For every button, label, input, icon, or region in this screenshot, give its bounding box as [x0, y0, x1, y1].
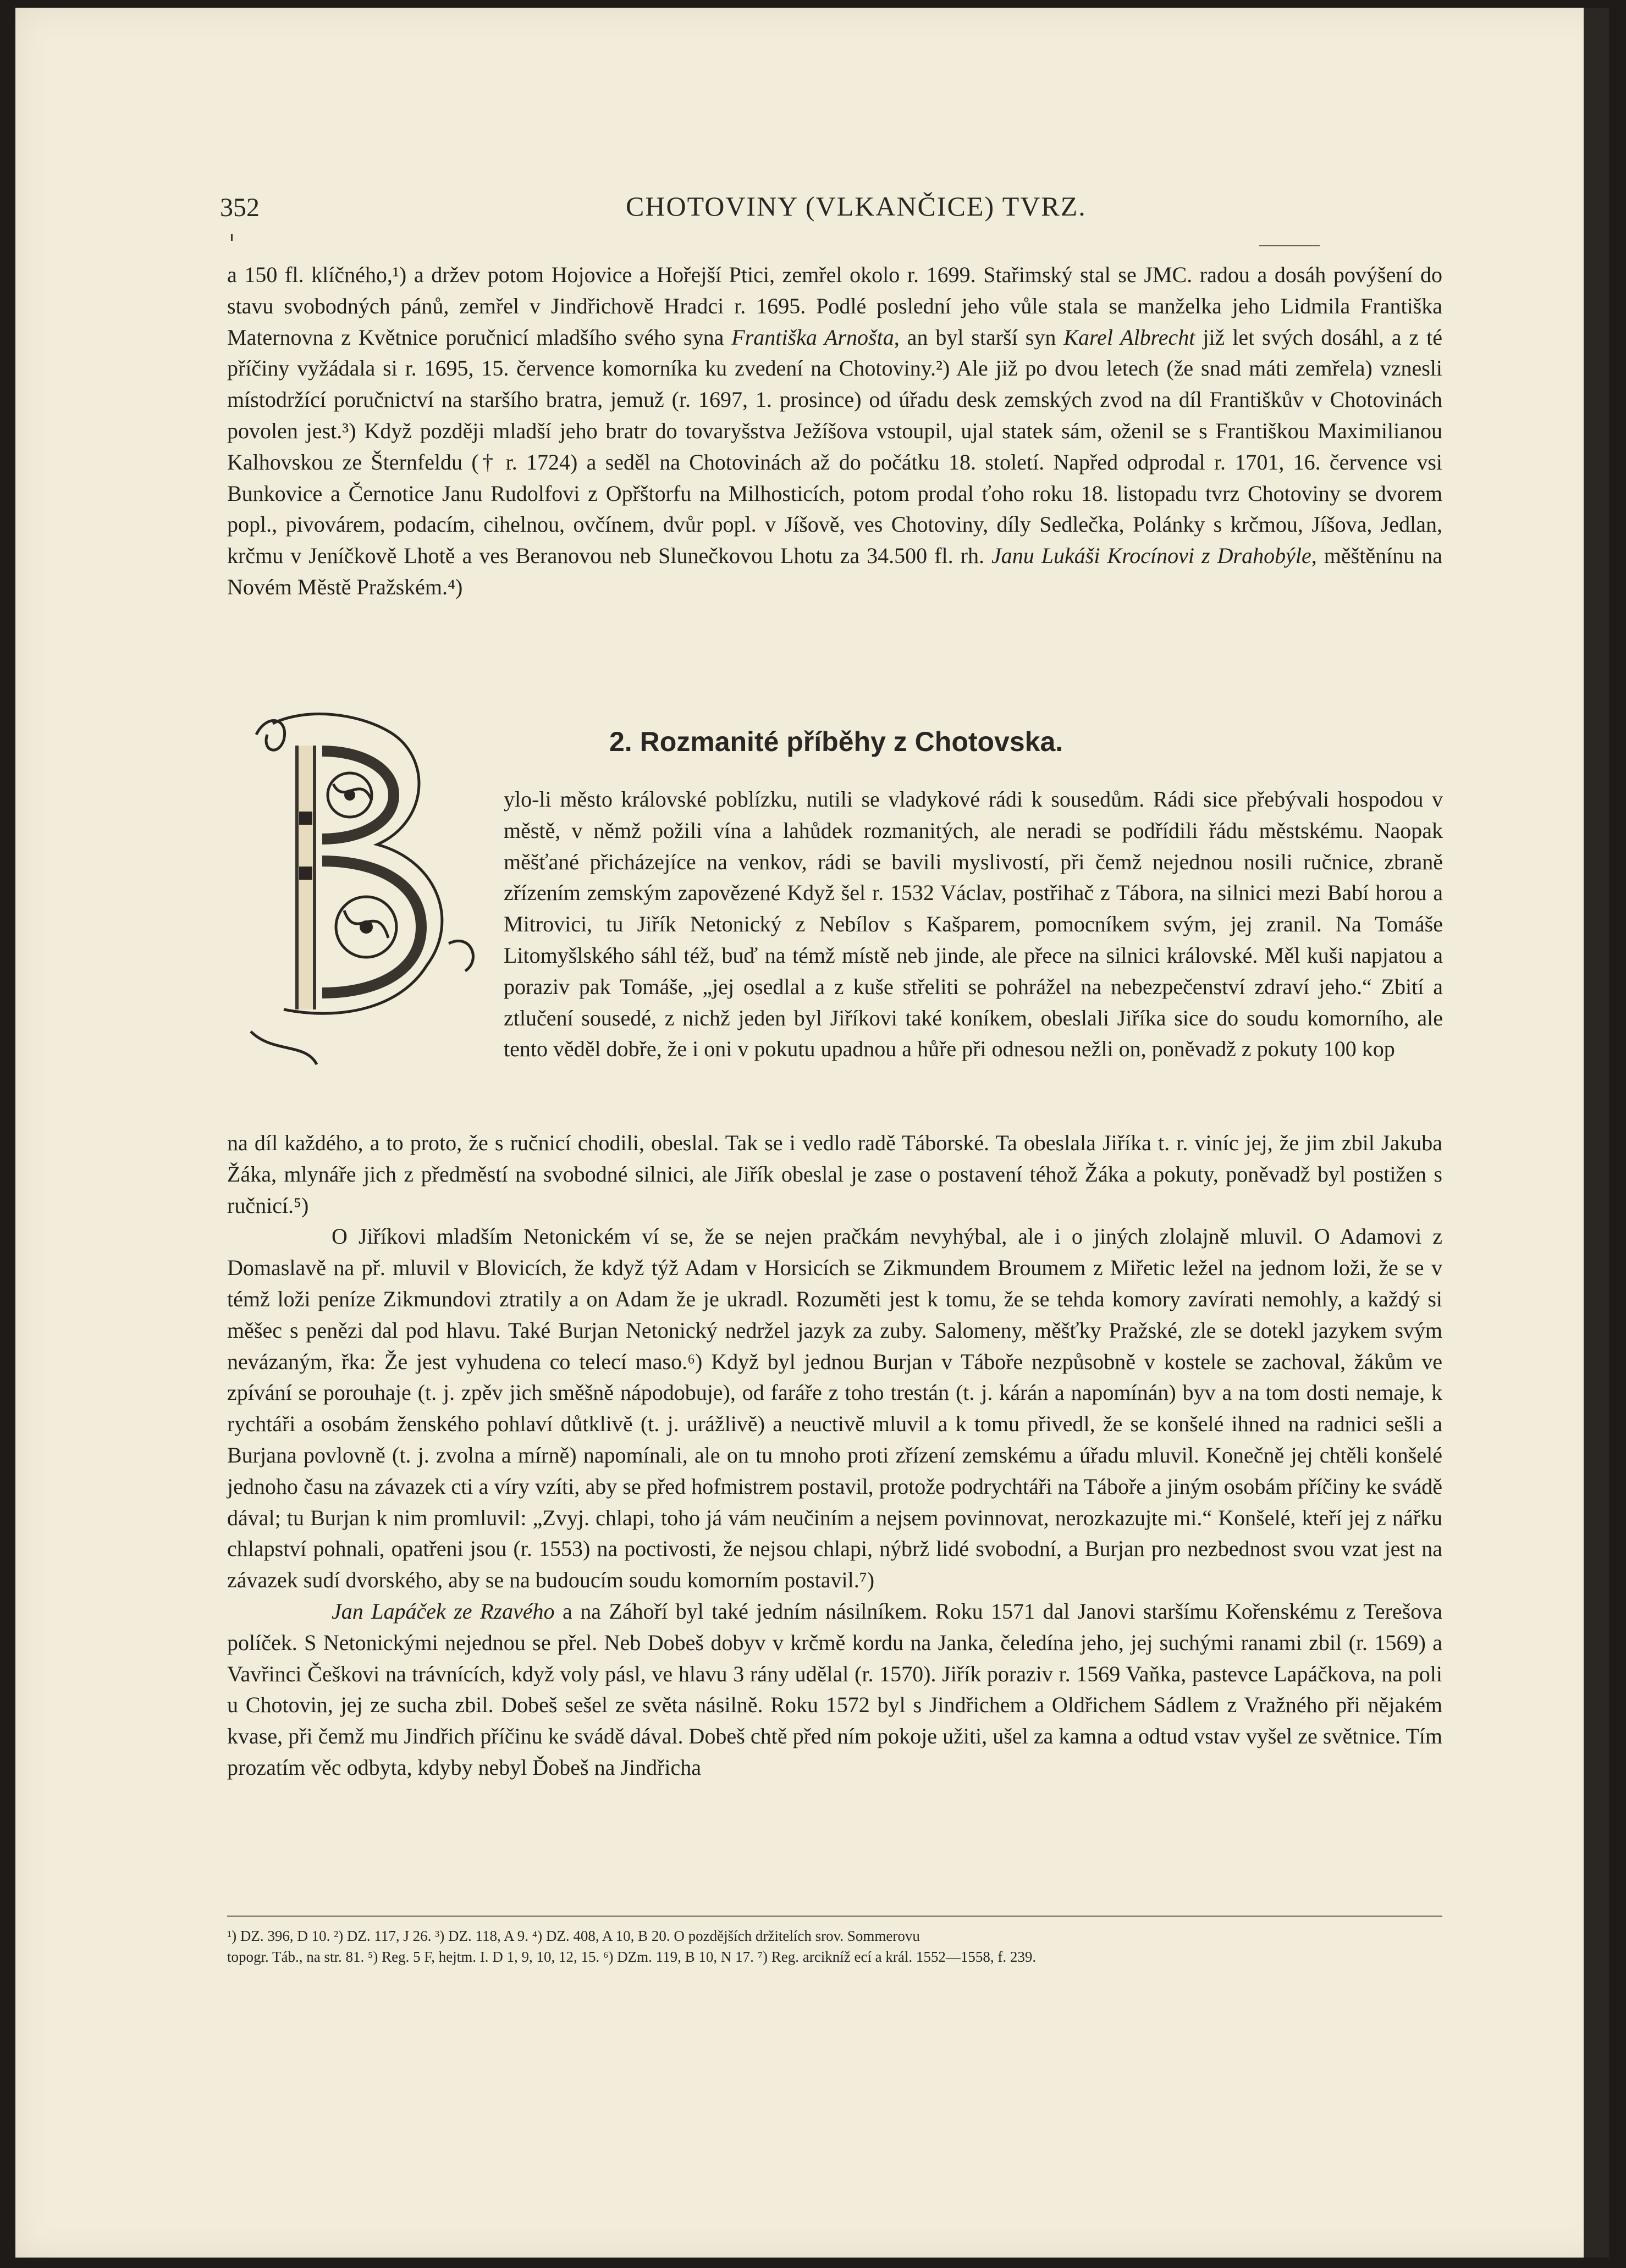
footnotes [227, 1925, 1442, 1967]
drop-cap-text: ylo-li město královské poblízku, nutili se vladykové rádi k sousedům. Rádi sice přebývali hospodou v městě, v němž požili vína a lahůdek rozmanitých, ale neradi se podřídili řádu městskému. Naopak měšťané přicházejíce na venkov, rádi se bavili myslivostí, při čemž nejednou nosili ručnice, zbraně zřízením zemským zapovězené Když šel r. 1532 Václav, postřihač z Tábora, na silnici mezi Babí horou a Mitrovici, tu Jiřík Netonický z Nebílov s Kašparem, pomocníkem svým, jej zranil. Na Tomáše Litomyšlského sáhl též, buď na témž místě neb jinde, ale přece na silnici královské. Měl kuši napjatou a poraziv pak Tomáše, „jej osedlal a z kuše střeliti se pohrážel na nebezpečenství zdraví jeho.“ Zbití a ztlučení sousedé, z nichž jeden byl Jiříkovi také koníkem, obeslali Jiříka sice do soudu komorního, ale tento věděl dobře, že i oni v pokutu upadnou a hůře při odnesou nežli on, poněvadž z pokuty 100 kop [504, 787, 1443, 1062]
name-frantisek-arnost: Františka Arnošta [731, 324, 894, 350]
name-jan-lapacek: Jan Lapáček ze Rzavého [332, 1598, 555, 1624]
intro-text-4: , měštěnínu na Novém Městě Pražském.⁴) [227, 543, 1442, 599]
main-text [227, 1128, 1442, 1784]
name-jan-lukas-krocin: Janu Lukáši Krocínovi z Drahobýle [991, 543, 1311, 569]
name-karel-albrecht: Karel Albrecht [1063, 324, 1195, 350]
page-edge [1584, 8, 1609, 2258]
intro-text-2: , an byl starší syn [894, 324, 1064, 350]
section-heading: 2. Rozmanité příběhy z Chotovska. [609, 726, 1063, 757]
footnote-divider [227, 1916, 1442, 1917]
paragraph-lapacek [227, 1596, 1442, 1784]
drop-cap-paragraph [504, 784, 1443, 1065]
margin-tick [231, 234, 233, 241]
intro-text-1: a 150 fl. klíčného,¹) a držev potom Hojovice a Hořejší Ptici, zemřel okolo r. 1699. Stařimský stal se JMC. radou a dosáh povýšení do stavu svobodných pánů, zemřel v Jindřichově Hradci r. 1695. Podlé poslední jeho vůle stala se manželka jeho Lidmila Františka Maternovna z Květnice poručnicí mladšího svého syna [227, 262, 1442, 350]
ornamental-initial-b-icon [240, 702, 493, 1086]
book-page [15, 8, 1609, 2258]
page-number: 352 [220, 193, 260, 222]
intro-paragraph [227, 260, 1442, 603]
page-mark-line [1259, 245, 1320, 246]
intro-text-3: již let svých dosáhl, a z té příčiny vyžádala si r. 1695, 15. července komorníka ku zvedení na Chotoviny.²) Ale již po dvou letech (že snad máti zemřela) vznesli místodržící poručnictví na staršího bratra, jemuž (r. 1697, 1. prosince) od úřadu desk zemských zvod na díl Františkův v Chotovinách povolen jest.³) Když později mladší jeho bratr do tovaryšstva Ježíšova vstoupil, ujal statek sám, oženil se s Františkou Maximilianou Kalhovskou ze Šternfeldu († r. 1724) a seděl na Chotovinách až do počátku 18. století. Napřed odprodal r. 1701, 16. července vsi Bunkovice a Černotice Janu Rudolfovi z Opřštorfu na Milhosticích, potom prodal ťoho roku 18. listopadu tvrz Chotoviny se dvorem popl., pivovárem, podacím, cihelnou, ovčínem, dvůr popl. v Jíšově, ves Chotoviny, díly Sedlečka, Polánky s krčmou, Jíšova, Jedlan, krčmu v Jeníčkově Lhotě a ves Beranovou neb Slunečkovou Lhotu za 34.500 fl. rh. [227, 324, 1443, 569]
paragraph-lapacek-text: a na Záhoří byl také jedním násilníkem. Roku 1571 dal Janovi staršímu Kořenskému z Terešova políček. S Netonickými nejednou se přel. Neb Dobeš dobyv v krčmě kordu na Janka, čeledína jeho, jej suchými ranami zbil (r. 1569) a Vavřinci Češkovi na trávnících, když voly pásl, ve hlavu 3 rány udělal (r. 1570). Jiřík poraziv r. 1569 Vaňka, pastevce Lapáčkova, na poli u Chotovin, jej ze sucha zbil. Dobeš sešel ze světa násilně. Roku 1572 byl s Jindřichem a Oldřichem Sádlem z Vražného při nějakém kvase, při čemž mu Jindřich příčinu ke svádě dával. Dobeš chtě před ním pokoje užiti, ušel za kamna a odtud vstav vyšel ze světnice. Tím prozatím věc odbyta, kdyby nebyl Ďobeš na Jindřicha [227, 1598, 1442, 1780]
footnote-line-1: ¹) DZ. 396, D 10. ²) DZ. 117, J 26. ³) DZ. 118, A 9. ⁴) DZ. 408, A 10, B 20. O pozdějších držitelích srov. Sommerovu [227, 1928, 920, 1944]
paragraph-continuation: na díl každého, a to proto, že s ručnicí chodili, obeslal. Tak se i vedlo radě Táborské. Ta obeslala Jiříka t. r. viníc jej, že jim zbil Jakuba Žáka, mlynáře jich z předměstí na svobodné silnici, ale Jiřík obeslal je zase o postavení téhož Žáka a pokuty, poněvadž byl postižen s ručnicí.⁵) [227, 1130, 1442, 1218]
footnote-line-2: topogr. Táb., na str. 81. ⁵) Reg. 5 F, hejtm. I. D 1, 9, 10, 12, 15. ⁶) DZm. 119, B 10, N 17. ⁷) Reg. arcikníž ecí a král. 1552—1558, f. 239. [227, 1949, 1037, 1965]
running-title: CHOTOVINY (VLKANČICE) TVRZ. [626, 191, 1087, 222]
paragraph-jirik: O Jiříkovi mladším Netonickém ví se, že se nejen pračkám nevyhýbal, ale i o jiných zlolajně mluvil. O Adamovi z Domaslavě na př. mluvil v Blovicích, že když týž Adam v Horsicích se Zikmundem Broumem z Miřetic ležel na jednom loži, že se v témž loži peníze Zikmundovi ztratily a on Adam že je ukradl. Rozuměti jest k tomu, že se tehda komory zavírati nemohly, a každý si měšec s penězi dal pod hlavu. Také Burjan Netonický nedržel jazyk za zuby. Salomeny, měšťky Pražské, zle se dotekl jazykem svým nevázaným, řka: Že jest vyhudena co telecí maso.⁶) Když byl jednou Burjan v Táboře nezpůsobně v kostele se zachoval, žákům ve zpívání se porouhaje (t. j. zpěv jich směšně nápodobuje), od faráře z toho trestán (t. j. kárán a napomínán) byv a na tom dosti nemaje, k rychtáři a osobám ženského pohlaví důtklivě (t. j. urážlivě) a neuctivě mluvil a k tomu přivedl, že se konšelé ihned na radnici sešli a Burjana povlovně (t. j. zvolna a mírně) napomínali, ale on tu mnoho proti zřízení zemskému a úřadu mluvil. Konečně jej chtěli konšelé jednoho času na závazek cti a víry vzíti, aby se před hofmistrem postavil, protože podrychtáři na Táboře a jiným osobám příčiny ke svádě dával; tu Burjan k nim promluvil: „Zvyj. chlapi, toho já vám neučiním a nejsem povinnovat, nerozkazujte mi.“ Konšelé, kteří jej z nářku chlapství pohnali, opatřeni jsou (r. 1553) na poctivosti, že nejsou chlapi, nýbrž lidé svobodní, a Burjan pro nezbednost svou vzat jest na závazek sudí dvorského, aby se na budoucím soudu komorním postavil.⁷) [227, 1224, 1442, 1593]
